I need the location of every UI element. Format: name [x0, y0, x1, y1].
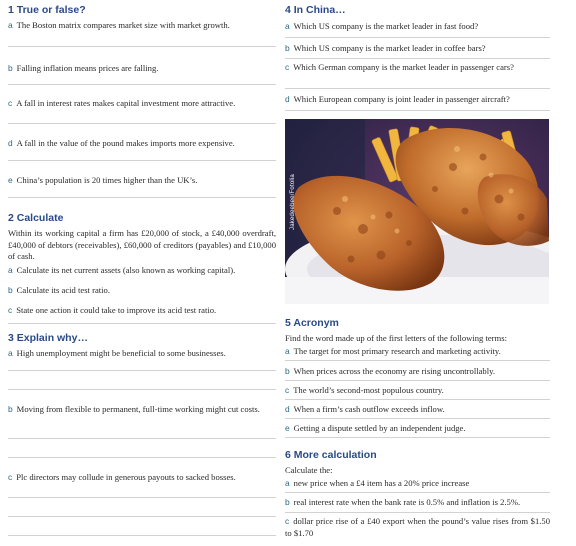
answer-line: [285, 88, 550, 89]
question-letter: d: [8, 138, 13, 148]
question-text: Calculate its net current assets (also known as working capital).: [16, 265, 236, 275]
question-letter: a: [8, 265, 13, 275]
question-letter: a: [285, 346, 290, 356]
question-text: When prices across the economy are rising uncontrollably.: [293, 366, 495, 376]
question-text: China’s population is 20 times higher than the UK’s.: [16, 175, 198, 185]
s4-question-b: [285, 43, 550, 55]
question-text: Which US company is the market leader in coffee bars?: [293, 43, 486, 53]
question-letter: d: [285, 404, 290, 414]
s4-question-a: [285, 21, 550, 33]
question-text: Plc directors may collude in generous payouts to sacked bosses.: [16, 472, 236, 482]
answer-line: [8, 160, 276, 161]
question-text: real interest rate when the bank rate is 0.5% and inflation is 2.5%.: [293, 497, 521, 507]
question-text: Calculate its acid test ratio.: [16, 285, 110, 295]
photo-illustration: [285, 119, 549, 304]
section-2-title: 2 Calculate: [8, 212, 64, 224]
answer-line: [8, 497, 276, 498]
answer-line: [285, 399, 550, 400]
answer-line: [8, 535, 276, 536]
question-letter: a: [285, 21, 290, 31]
question-letter: c: [285, 385, 290, 395]
section-5-title: 5 Acronym: [285, 317, 339, 329]
section-6-title: 6 More calculation: [285, 449, 377, 461]
s5-question-a: [285, 346, 550, 358]
question-text: Which European company is joint leader in passenger aircraft?: [293, 94, 510, 104]
question-text: dollar price rise of a £40 export when the pound’s value rises from $1.50 to $1.70: [285, 516, 550, 538]
question-letter: a: [8, 20, 13, 30]
question-letter: c: [285, 516, 290, 526]
question-text: The world’s second-most populous country.: [293, 385, 444, 395]
question-text: The target for most primary research and marketing activity.: [293, 346, 501, 356]
question-letter: b: [285, 497, 290, 507]
s1-question-b: [8, 63, 276, 75]
question-letter: b: [8, 404, 13, 414]
answer-line: [8, 46, 276, 47]
section-3-title: 3 Explain why…: [8, 332, 88, 344]
s1-question-d: [8, 138, 276, 150]
section-1-title: 1 True or false?: [8, 4, 86, 16]
question-text: A fall in interest rates makes capital investment more attractive.: [16, 98, 236, 108]
s2-question-b: [8, 285, 276, 297]
s2-question-c: [8, 305, 276, 317]
question-text: Which German company is the market leader in passenger cars?: [293, 62, 514, 72]
answer-line: [285, 37, 550, 38]
question-letter: b: [8, 285, 13, 295]
answer-line: [8, 516, 276, 517]
answer-line: [285, 437, 550, 438]
section-4-title: 4 In China…: [285, 4, 346, 16]
question-letter: c: [8, 472, 13, 482]
s6-question-a: [285, 478, 550, 490]
s3-question-b: [8, 404, 276, 416]
question-letter: a: [8, 348, 13, 358]
question-text: A fall in the value of the pound makes imports more expensive.: [16, 138, 235, 148]
question-text: When a firm’s cash outflow exceeds inflow.: [293, 404, 445, 414]
answer-line: [285, 512, 550, 513]
question-letter: c: [8, 98, 13, 108]
question-text: Getting a dispute settled by an independent judge.: [293, 423, 466, 433]
question-letter: d: [285, 94, 290, 104]
s3-question-c: [8, 472, 276, 484]
answer-line: [285, 380, 550, 381]
answer-line: [285, 492, 550, 493]
question-text: Falling inflation means prices are falling.: [16, 63, 159, 73]
answer-line: [285, 360, 550, 361]
fried-chicken-photo: [285, 119, 549, 304]
question-text: The Boston matrix compares market size with market growth.: [16, 20, 230, 30]
answer-line: [285, 418, 550, 419]
photo-credit: [285, 119, 301, 304]
question-text: State one action it could take to improve its acid test ratio.: [16, 305, 217, 315]
question-text: Moving from flexible to permanent, full-time working might cut costs.: [16, 404, 260, 414]
s3-question-a: [8, 348, 276, 360]
s1-question-a: [8, 20, 276, 32]
s2-intro: Within its working capital a firm has £20,000 of stock, a £40,000 overdraft, £40,000 of debtors (receivables), £60,000 of creditors (payables) and £10,000 of cash.: [8, 228, 276, 261]
s1-question-e: [8, 175, 276, 187]
answer-line: [8, 84, 276, 85]
answer-line: [285, 58, 550, 59]
question-text: Which US company is the market leader in fast food?: [293, 21, 479, 31]
s5-question-c: [285, 385, 550, 397]
answer-line: [285, 110, 550, 111]
question-letter: b: [8, 63, 13, 73]
question-letter: b: [285, 366, 290, 376]
s4-question-d: [285, 94, 550, 106]
question-letter: c: [8, 305, 13, 315]
answer-line: [8, 457, 276, 458]
question-letter: a: [285, 478, 290, 488]
s4-question-c: [285, 62, 550, 74]
s2-question-a: [8, 265, 276, 277]
s5-question-d: [285, 404, 550, 416]
answer-line: [8, 370, 276, 371]
s6-question-c: [285, 516, 550, 539]
question-letter: e: [8, 175, 13, 185]
answer-line: [8, 389, 276, 390]
question-text: High unemployment might be beneficial to some businesses.: [16, 348, 226, 358]
answer-line: [8, 438, 276, 439]
s6-intro: Calculate the:: [285, 465, 333, 475]
question-letter: e: [285, 423, 290, 433]
photo-credit-text: Jakedeebee/Fotolia: [290, 174, 296, 230]
question-letter: b: [285, 43, 290, 53]
answer-line: [8, 123, 276, 124]
s1-question-c: [8, 98, 276, 110]
answer-line: [8, 197, 276, 198]
answer-line: [8, 323, 276, 324]
s5-question-e: [285, 423, 550, 435]
s5-question-b: [285, 366, 550, 378]
question-letter: c: [285, 62, 290, 72]
s6-question-b: [285, 497, 550, 509]
s5-intro: Find the word made up of the first letters of the following terms:: [285, 333, 507, 343]
question-text: new price when a £4 item has a 20% price increase: [293, 478, 470, 488]
